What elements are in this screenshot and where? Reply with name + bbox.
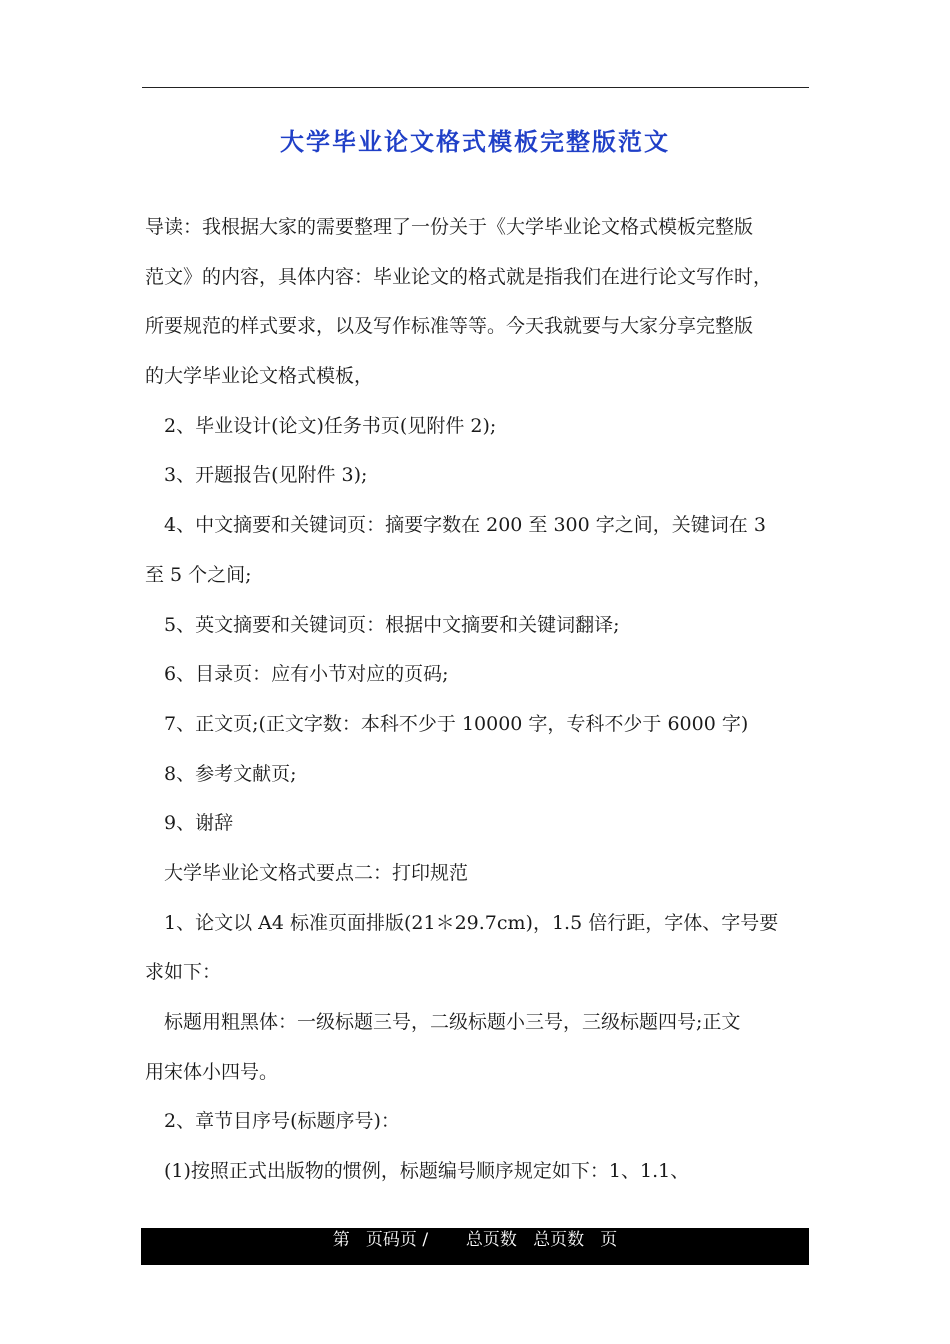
document-title: 大学毕业论文格式模板完整版范文	[280, 128, 670, 156]
text-line: 1、论文以 A4 标准页面排版(21＊29.7cm)，1.5 倍行距，字体、字号要	[164, 911, 779, 934]
text-line: 2、毕业设计(论文)任务书页(见附件 2);	[164, 414, 497, 437]
text-line: 3、开题报告(见附件 3);	[164, 464, 368, 487]
text-line: 标题用粗黑体：一级标题三号，二级标题小三号，三级标题四号;正文	[164, 1011, 741, 1033]
text-line: 用宋体小四号。	[145, 1060, 279, 1083]
text-line: 2、章节目序号(标题序号)：	[164, 1110, 400, 1133]
text-line: 7、正文页;(正文字数：本科不少于 10000 字，专科不少于 6000 字)	[164, 712, 749, 735]
text-line: 范文》的内容，具体内容：毕业论文的格式就是指我们在进行论文写作时，	[145, 265, 773, 288]
text-line: 6、目录页：应有小节对应的页码;	[164, 663, 449, 686]
text-line: 9、谢辞	[164, 812, 234, 835]
text-line: 至 5 个之间;	[145, 563, 252, 586]
document-body	[145, 203, 813, 1197]
text-line: 求如下：	[145, 961, 222, 984]
text-line: 大学毕业论文格式要点二：打印规范	[164, 861, 469, 884]
text-line: 4、中文摘要和关键词页：摘要字数在 200 至 300 字之间，关键词在 3	[164, 514, 766, 537]
page-footer	[141, 1228, 809, 1265]
page-number-footer: 第 页码页 / 总页数 总页数 页	[332, 1230, 618, 1250]
text-line: (1)按照正式出版物的惯例，标题编号顺序规定如下：1、1.1、	[164, 1160, 690, 1183]
header-rule	[142, 87, 809, 88]
text-line: 的大学毕业论文格式模板，	[145, 365, 374, 388]
text-line: 所要规范的样式要求，以及写作标准等等。今天我就要与大家分享完整版	[145, 315, 754, 338]
text-line: 导读：我根据大家的需要整理了一份关于《大学毕业论文格式模板完整版	[145, 216, 754, 238]
text-line: 8、参考文献页;	[164, 762, 297, 785]
text-line: 5、英文摘要和关键词页：根据中文摘要和关键词翻译;	[164, 613, 620, 636]
